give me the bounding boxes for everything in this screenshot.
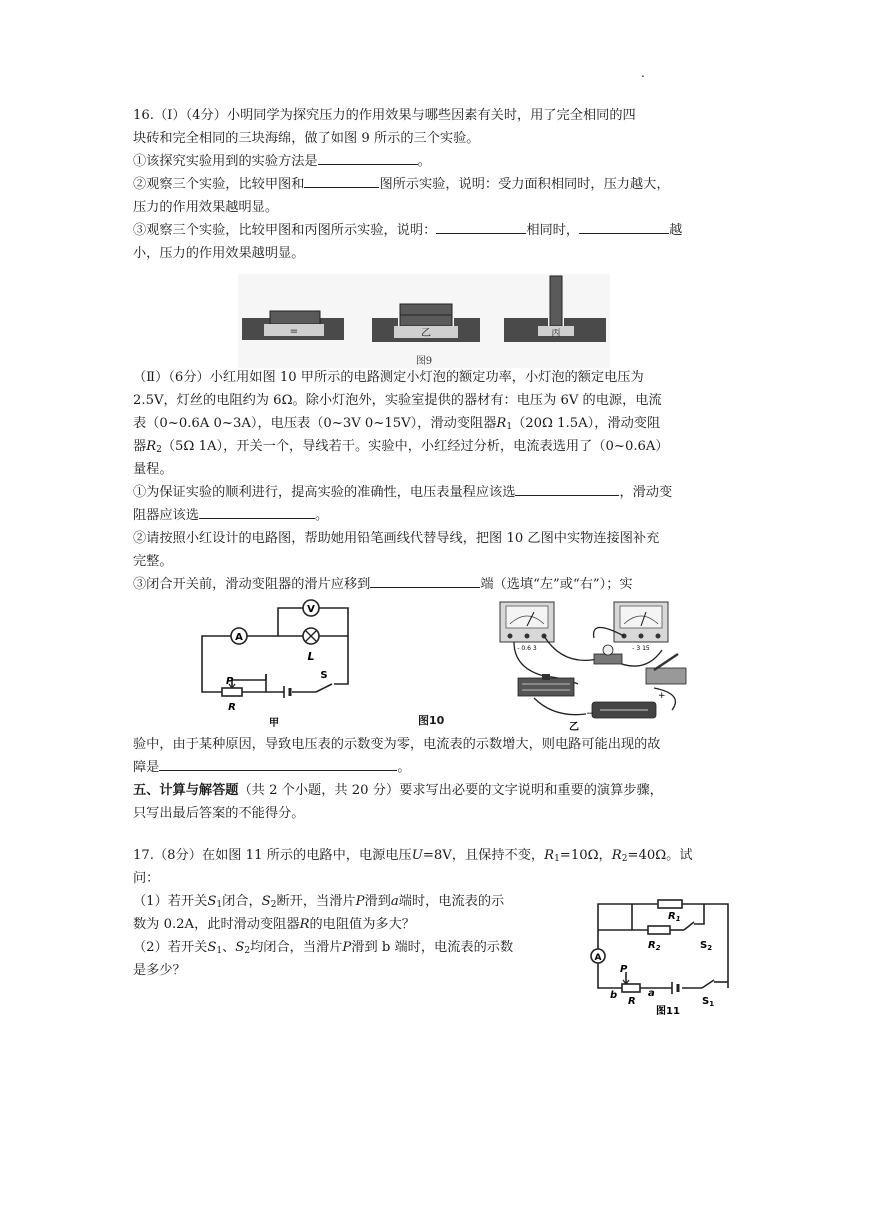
symbol: P bbox=[342, 940, 352, 955]
resistor-r2-icon bbox=[648, 926, 670, 934]
text: 障是 bbox=[133, 760, 160, 775]
r2-label bbox=[648, 940, 661, 952]
symbol: R bbox=[611, 848, 622, 863]
fig9-label-jia: = bbox=[289, 326, 299, 337]
subscript: 1 bbox=[554, 854, 560, 864]
voltmeter-device bbox=[614, 602, 668, 642]
s2-sub: 2 bbox=[707, 944, 713, 952]
answer-blank[interactable] bbox=[159, 756, 397, 771]
figure-9 bbox=[238, 274, 610, 368]
q16-part2-q3 bbox=[133, 573, 743, 596]
q3-text-c: 越 bbox=[669, 223, 683, 238]
symbol: R bbox=[299, 917, 310, 932]
q3-text-a: ③观察三个实验，比较甲图和丙图所示实验，说明： bbox=[133, 223, 437, 238]
subscript: 2 bbox=[270, 900, 277, 910]
text: 滑到 bbox=[364, 894, 391, 909]
text: 数为 0.2A，此时滑动变阻器 bbox=[133, 917, 300, 932]
text: 断开，当滑片 bbox=[276, 894, 356, 909]
r1-label bbox=[668, 911, 681, 923]
slider-label: P bbox=[620, 964, 628, 975]
q16-part2-q1 bbox=[133, 481, 743, 504]
s1-label bbox=[702, 996, 714, 1008]
battery-minus: − bbox=[586, 709, 594, 719]
s1-symbol: S bbox=[702, 996, 710, 1007]
r2-sub: 2 bbox=[655, 944, 661, 952]
lamp-device bbox=[594, 645, 622, 664]
text: 、 bbox=[222, 940, 236, 955]
q16-part2-q3-line3 bbox=[133, 756, 743, 779]
end-b-label: b bbox=[610, 990, 618, 1001]
rheostat-device bbox=[518, 674, 574, 696]
rheostat-icon bbox=[622, 984, 640, 992]
text: ，滑动变 bbox=[619, 485, 673, 500]
section5-heading bbox=[133, 779, 743, 802]
text: 端时，电流表的示 bbox=[398, 894, 505, 909]
section5-title: 五、计算与解答题 bbox=[133, 783, 239, 798]
q16-line1: 16.（Ⅰ）（4分）小明同学为探究压力的作用效果与哪些因素有关时，用了完全相同的四 bbox=[133, 108, 636, 123]
voltmeter-label: V bbox=[307, 604, 315, 615]
answer-blank[interactable] bbox=[304, 173, 379, 188]
q3-text-b: 相同时， bbox=[526, 223, 580, 238]
symbol: R bbox=[544, 848, 555, 863]
answer-blank[interactable] bbox=[579, 219, 669, 234]
ammeter-scale: - 0.6 3 bbox=[517, 645, 537, 652]
rheostat-label: R bbox=[628, 996, 636, 1007]
text: 滑到 b 端时，电流表的示数 bbox=[351, 940, 514, 955]
fig10-caption: 图10 bbox=[418, 714, 445, 727]
answer-blank[interactable] bbox=[318, 150, 418, 165]
rheostat-label: R bbox=[228, 702, 236, 713]
answer-blank[interactable] bbox=[199, 504, 315, 519]
section5-desc-line2: 只写出最后答案的不能得分。 bbox=[133, 806, 305, 821]
s2-label bbox=[700, 940, 712, 952]
resistor-r1-icon bbox=[658, 900, 682, 908]
q16-part2-line1: （Ⅱ）（6分）小红用如图 10 甲所示的电路测定小灯泡的额定功率，小灯泡的额定电压为 bbox=[133, 370, 644, 385]
q17-line2: 问： bbox=[133, 871, 160, 886]
text: =10Ω， bbox=[559, 848, 612, 863]
q2-text-a: ②观察三个实验，比较甲图和 bbox=[133, 177, 305, 192]
text: 器 bbox=[133, 439, 147, 454]
fig11-caption: 图11 bbox=[656, 1006, 680, 1016]
r1-sub: 1 bbox=[675, 915, 681, 923]
symbol: S bbox=[207, 940, 217, 955]
fig10-jia-label: 甲 bbox=[269, 718, 279, 729]
q16-part2-q2: ②请按照小红设计的电路图，帮助她用铅笔画线代替导线，把图 10 乙图中实物连接图补充 bbox=[133, 531, 660, 546]
battery-device bbox=[592, 702, 656, 718]
text: 表（0~0.6A 0~3A），电压表（0~3V 0~15V），滑动变阻器 bbox=[133, 416, 497, 431]
s2-symbol: S bbox=[700, 940, 708, 951]
answer-blank[interactable] bbox=[370, 573, 480, 588]
figure-10-jia bbox=[192, 596, 362, 730]
q17-p2-line2: 是多少？ bbox=[133, 963, 186, 978]
r1-symbol: R bbox=[668, 911, 676, 922]
symbol: a bbox=[390, 894, 399, 909]
ammeter-device bbox=[500, 602, 554, 642]
symbol: P bbox=[355, 894, 365, 909]
text: 17.（8分）在如图 11 所示的电路中，电源电压 bbox=[133, 848, 412, 863]
subscript: 2 bbox=[156, 445, 162, 455]
q16-part1-q3-line2: 小，压力的作用效果越明显。 bbox=[133, 246, 305, 261]
voltmeter-scale: - 3 15 bbox=[632, 645, 650, 652]
text: =8V，且保持不变， bbox=[422, 848, 545, 863]
text: 的电阻值为多大？ bbox=[309, 917, 415, 932]
symbol-r: R bbox=[146, 439, 157, 454]
symbol: S bbox=[207, 894, 217, 909]
subscript: 2 bbox=[621, 854, 628, 864]
switch-label: S bbox=[320, 670, 328, 681]
subscript: 1 bbox=[216, 946, 223, 956]
switch-device bbox=[646, 654, 686, 684]
slider-label: P bbox=[226, 676, 234, 687]
battery-plus: + bbox=[658, 691, 666, 701]
ammeter-label: A bbox=[235, 632, 243, 643]
text: 。 bbox=[397, 760, 411, 775]
q16-part1-q2 bbox=[133, 173, 743, 196]
end-a-label: a bbox=[648, 988, 655, 999]
ammeter-label: A bbox=[594, 953, 602, 963]
q2-text-b: 图所示实验，说明：受力面积相同时，压力越大， bbox=[379, 177, 670, 192]
text: 阻器应该选 bbox=[133, 508, 199, 523]
q16-part1-q3 bbox=[133, 219, 743, 242]
lamp-label: L bbox=[307, 650, 315, 663]
q16-part2-line5: 量程。 bbox=[133, 462, 173, 477]
text: （20Ω 1.5A），滑动变阻 bbox=[512, 416, 661, 431]
symbol: S bbox=[261, 894, 271, 909]
q16-part2-q3-line2: 验中，由于某种原因，导致电压表的示数变为零，电流表的示数增大，则电路可能出现的故 bbox=[133, 737, 661, 752]
fig9-label-yi: 乙 bbox=[421, 328, 431, 339]
text: 。 bbox=[314, 508, 329, 523]
q16-part2-line2: 2.5V，灯丝的电阻约为 6Ω。除小灯泡外，实验室提供的器材有：电压为 6V 的电源，电流 bbox=[133, 393, 662, 408]
text: （1）若开关 bbox=[133, 894, 208, 909]
q16-part1-q1 bbox=[133, 150, 743, 173]
text: =40Ω。试 bbox=[627, 848, 693, 863]
page-dot: . bbox=[641, 66, 645, 80]
symbol: U bbox=[411, 848, 423, 863]
subscript: 1 bbox=[216, 900, 223, 910]
section5-desc: （共 2 个小题，共 20 分）要求写出必要的文字说明和重要的演算步骤， bbox=[238, 783, 663, 798]
q1-end: 。 bbox=[417, 154, 431, 169]
q16-part1-q2-line2: 压力的作用效果越明显。 bbox=[133, 200, 279, 215]
text: ①为保证实验的顺利进行，提高实验的准确性，电压表量程应该选 bbox=[133, 485, 516, 500]
answer-blank[interactable] bbox=[515, 481, 619, 496]
q16-line2: 块砖和完全相同的三块海绵，做了如图 9 所示的三个实验。 bbox=[133, 131, 480, 146]
figure-10-yi bbox=[494, 598, 714, 732]
text: ③闭合开关前，滑动变阻器的滑片应移到 bbox=[133, 577, 371, 592]
text: 均闭合，当滑片 bbox=[250, 940, 343, 955]
rheostat-icon bbox=[222, 688, 242, 696]
q16-part2-q1-line2 bbox=[133, 504, 743, 527]
text: （2）若开关 bbox=[133, 940, 208, 955]
symbol-r: R bbox=[496, 416, 507, 431]
text: （5Ω 1A），开关一个，导线若干。实验中，小红经过分析，电流表选用了（0~0.6A） bbox=[161, 439, 669, 454]
r2-symbol: R bbox=[648, 940, 656, 951]
fig10-yi-label: 乙 bbox=[569, 722, 579, 732]
s1-sub: 1 bbox=[709, 1000, 715, 1008]
symbol: S bbox=[235, 940, 245, 955]
text: 闭合， bbox=[222, 894, 262, 909]
q1-text: ①该探究实验用到的实验方法是 bbox=[133, 154, 318, 169]
subscript: 1 bbox=[506, 422, 513, 432]
figure-11 bbox=[586, 892, 746, 1016]
text: 端（选填“左”或“右”）；实 bbox=[480, 577, 633, 592]
fig9-caption: 图9 bbox=[415, 356, 433, 367]
answer-blank[interactable] bbox=[436, 219, 526, 234]
fig9-label-bing: 丙 bbox=[551, 329, 561, 339]
subscript: 2 bbox=[244, 946, 251, 956]
q16-part2-q2-line2: 完整。 bbox=[133, 554, 173, 569]
